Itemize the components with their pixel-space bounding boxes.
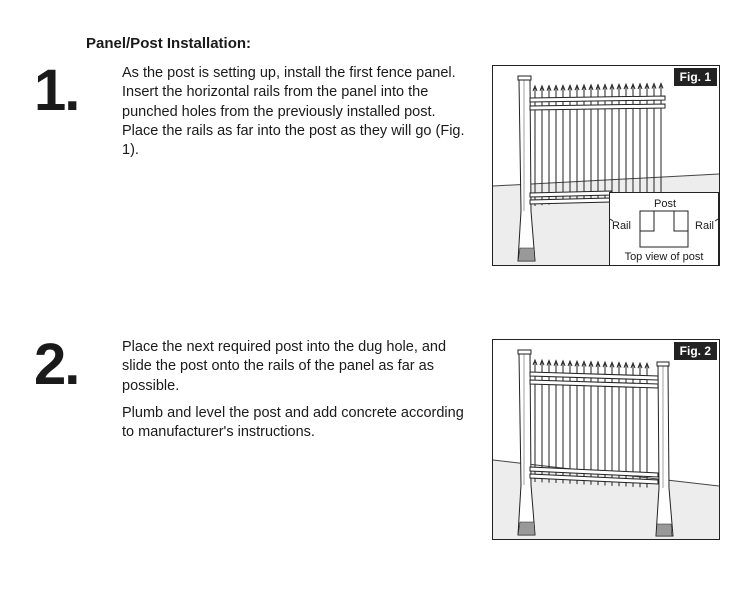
inset-caption: Top view of post [624,251,704,263]
step-1-paragraph: As the post is setting up, install the first fence panel. Insert the horizontal rails from the panel into the punched holes from the previously installed post. Place the rails as far into the post as they will go (Fig. 1). [122,65,465,159]
step-2-paragraph-2: Plumb and level the post and add concrete according to manufacturer's instructions. [122,404,464,441]
step-2-number: 2. [34,332,79,397]
section-title: Panel/Post Installation: [86,35,252,52]
fence-illustration-2 [493,340,719,539]
figure-1-label: Fig. 1 [674,68,717,86]
step-1-number: 1. [34,58,79,123]
inset-right-rail-label: Rail [695,220,714,232]
step-1-text [122,64,474,168]
figure-2-label: Fig. 2 [674,342,717,360]
step-2-text [122,338,474,450]
step-2-paragraph-1: Place the next required post into the dug hole, and slide the post onto the rails of the panel as far as possible. [122,339,447,394]
inset-post-label: Post [653,198,676,210]
post-top-view-inset [609,192,719,266]
figure-1 [492,65,720,266]
inset-left-rail-label: Rail [612,220,631,232]
figure-2 [492,339,720,540]
